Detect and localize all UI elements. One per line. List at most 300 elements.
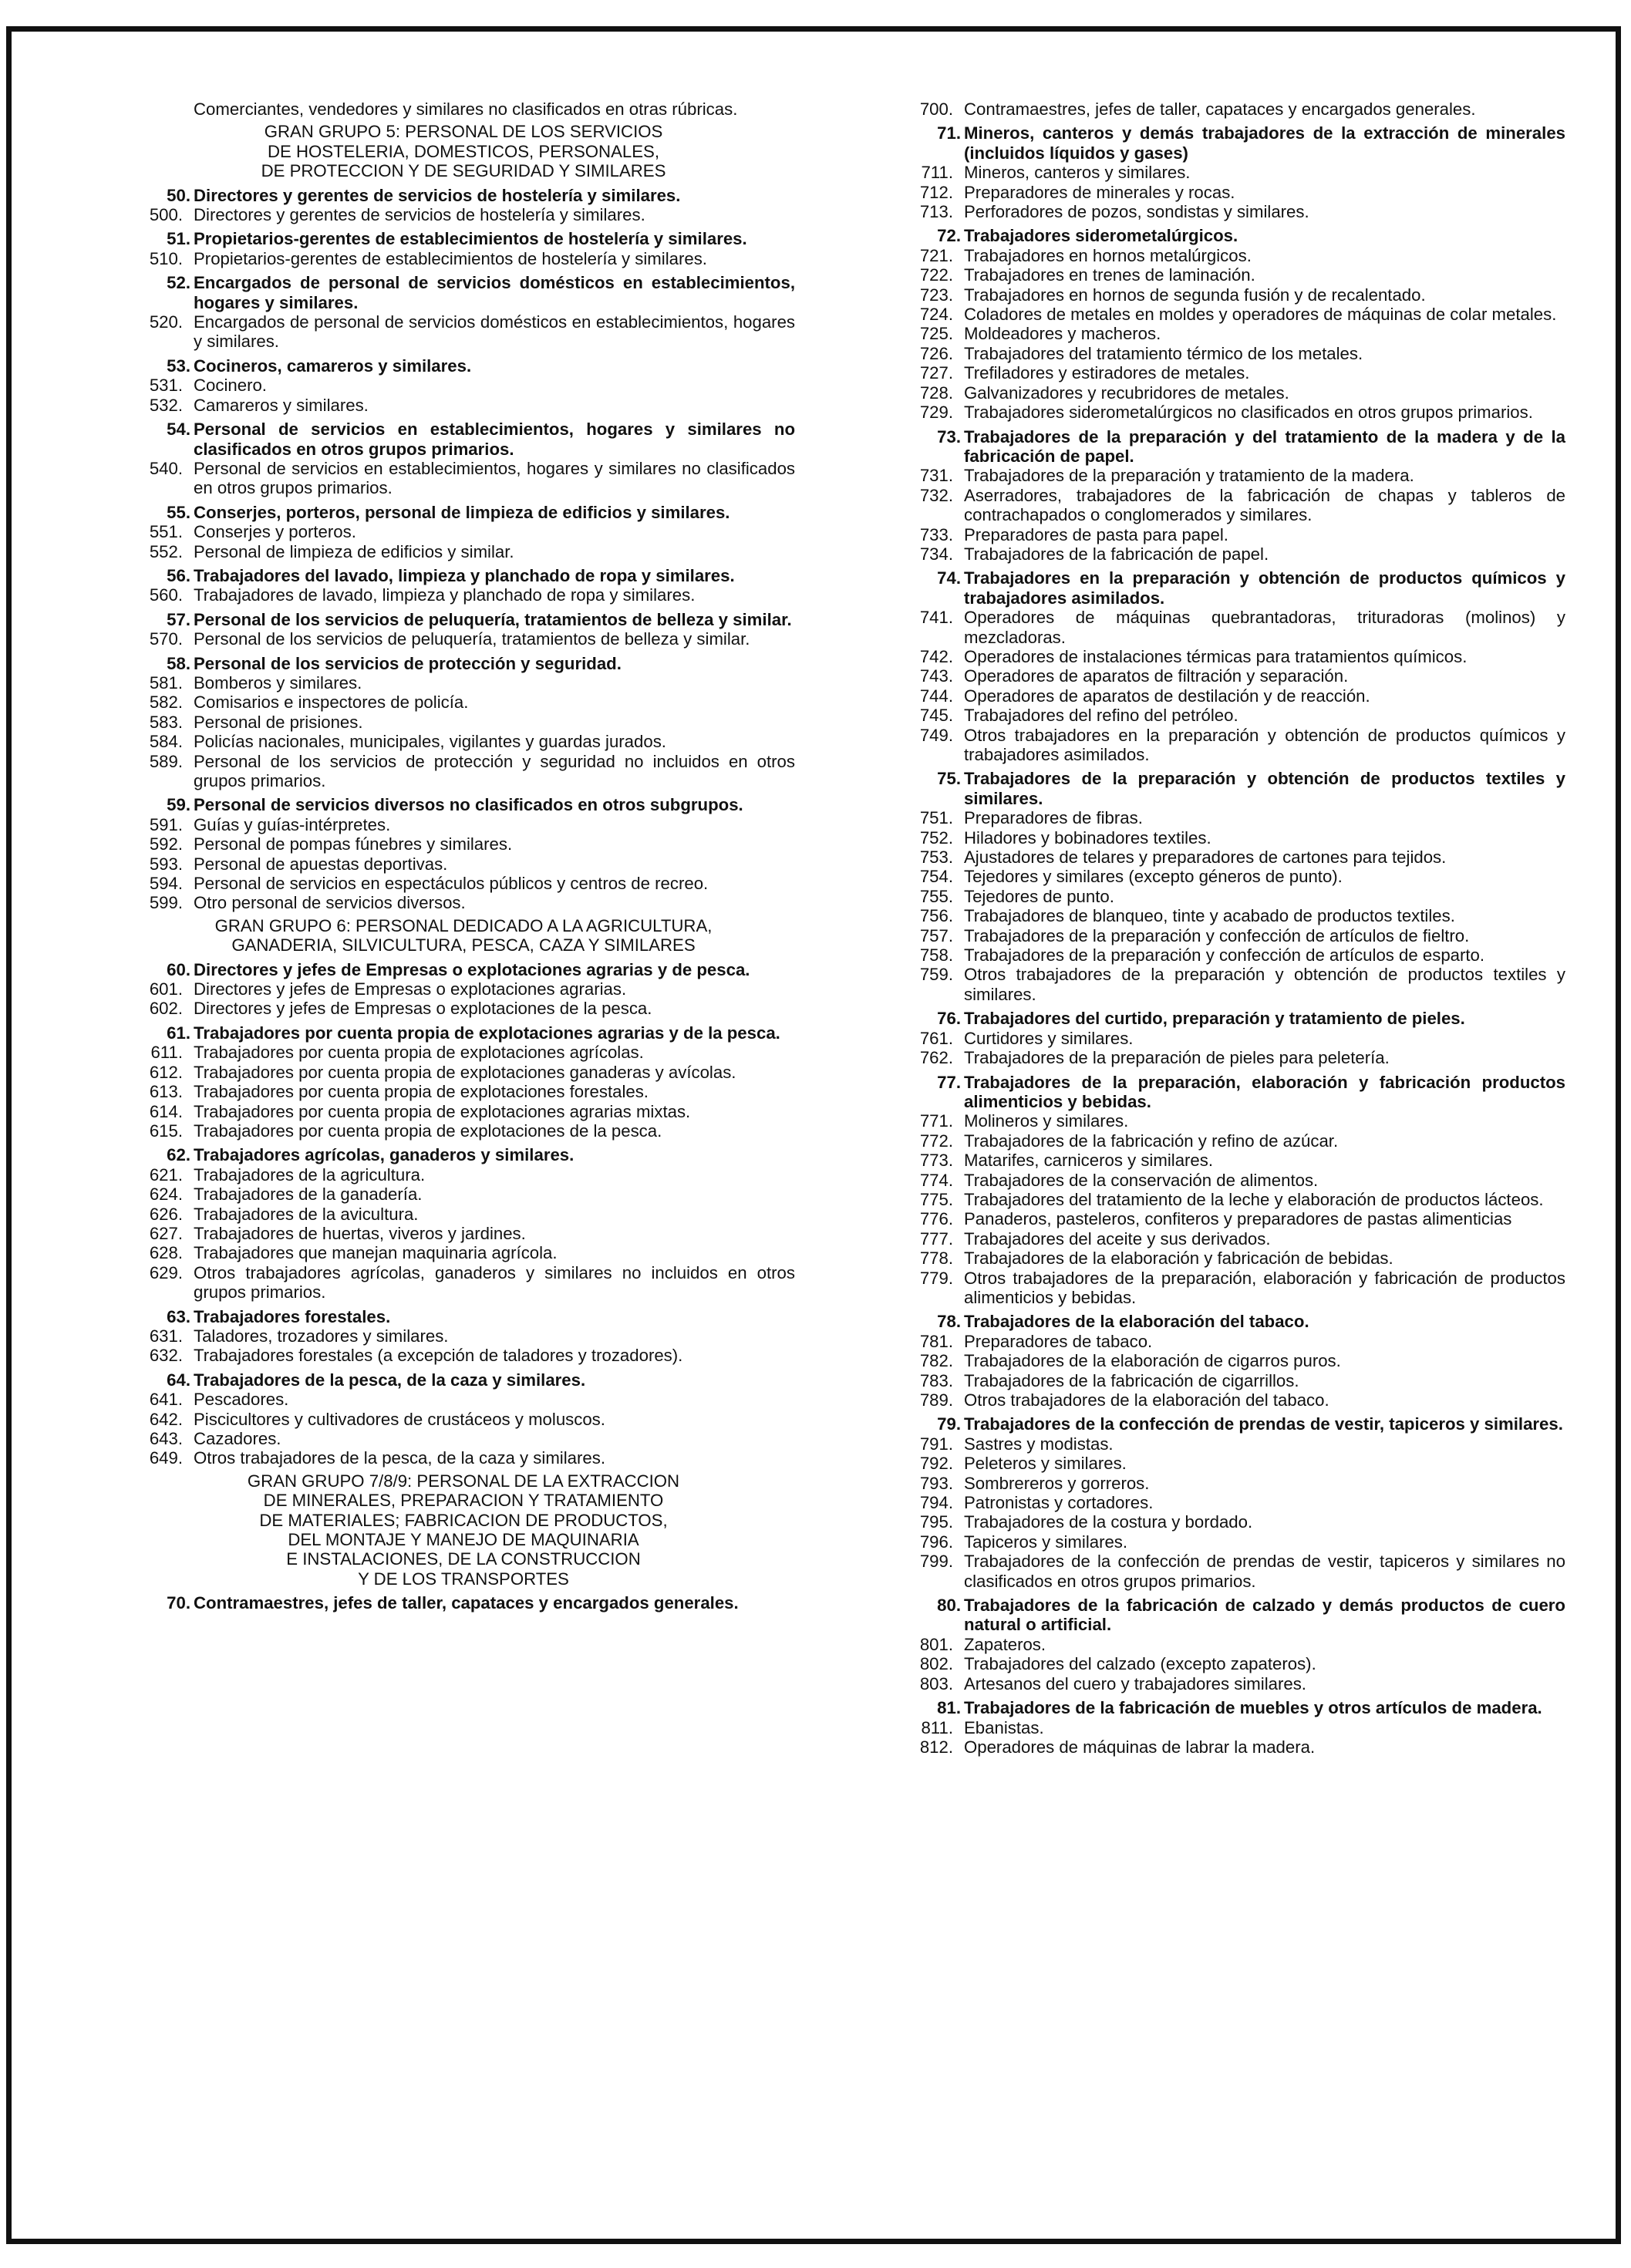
entry-text: Propietarios-gerentes de establecimientos de hostelería y similares.	[194, 248, 707, 268]
classification-entry	[902, 1351, 1565, 1370]
entry-text: Trabajadores de la preparación, elaboración y fabricación productos alimenticios y bebidas.	[964, 1072, 1565, 1111]
entry-text: Matarifes, carniceros y similares.	[964, 1151, 1214, 1171]
classification-entry	[132, 1063, 795, 1082]
classification-entry	[902, 1171, 1565, 1190]
classification-entry	[902, 1131, 1565, 1151]
entry-code: 811.	[921, 1717, 953, 1737]
entry-text: Trabajadores de la preparación y confección de artículos de fieltro.	[964, 925, 1470, 945]
entry-text: Trabajadores en la preparación y obtención de productos químicos y trabajadores asimilados.	[964, 568, 1565, 608]
entry-text: Trabajadores de la fabricación de cigarrillos.	[964, 1370, 1299, 1390]
classification-entry	[902, 666, 1565, 686]
entry-text: Trabajadores que manejan maquinaria agrícola.	[194, 1243, 558, 1263]
classification-entry	[902, 99, 1565, 119]
entry-text: Trabajadores de huertas, viveros y jardines.	[194, 1223, 526, 1243]
entry-code: 614.	[149, 1101, 183, 1121]
classification-entry	[132, 249, 795, 268]
subgroup-heading	[132, 960, 795, 979]
entry-text: Directores y jefes de Empresas o explotaciones agrarias.	[194, 979, 627, 999]
classification-entry	[132, 752, 795, 791]
entry-text: Preparadores de tabaco.	[964, 1331, 1153, 1351]
classification-entry	[132, 815, 795, 834]
entry-code: 582.	[149, 693, 183, 713]
page-border	[6, 26, 1621, 2244]
classification-entry	[132, 893, 795, 912]
entry-code: 592.	[149, 834, 183, 854]
classification-entry	[132, 999, 795, 1018]
classification-entry	[902, 1552, 1565, 1591]
entry-code: 58.	[167, 653, 190, 673]
classification-entry	[902, 726, 1565, 765]
classification-entry	[902, 1434, 1565, 1454]
classification-entry	[132, 205, 795, 224]
classification-entry	[902, 163, 1565, 182]
entry-text: Personal de servicios en espectáculos públicos y centros de recreo.	[194, 874, 709, 894]
entry-code: 560.	[149, 585, 183, 605]
entry-code: 762.	[919, 1048, 953, 1068]
entry-code: 772.	[919, 1131, 953, 1151]
entry-code: 743.	[919, 666, 953, 686]
entry-text: Trabajadores de la fabricación de papel.	[964, 544, 1269, 564]
classification-entry	[902, 1718, 1565, 1737]
entry-text: Trabajadores en hornos metalúrgicos.	[964, 245, 1252, 265]
subgroup-heading	[132, 229, 795, 248]
subgroup-heading	[132, 1307, 795, 1326]
entry-text: Artesanos del cuero y trabajadores similares.	[964, 1673, 1306, 1693]
entry-code: 612.	[149, 1062, 183, 1082]
classification-entry	[902, 906, 1565, 925]
entry-text: Trabajadores del aceite y sus derivados.	[964, 1228, 1271, 1249]
entry-text: Trabajadores del tratamiento de la leche y elaboración de productos lácteos.	[964, 1189, 1544, 1209]
entry-code: 532.	[149, 395, 183, 415]
classification-entry	[902, 383, 1565, 403]
entry-text: Pescadores.	[194, 1390, 289, 1410]
entry-text: Policías nacionales, municipales, vigilantes y guardas jurados.	[194, 732, 666, 752]
entry-code: 755.	[919, 886, 953, 906]
entry-code: 52.	[167, 273, 190, 293]
entry-code: 60.	[167, 959, 190, 979]
classification-entry	[132, 99, 795, 119]
classification-entry	[902, 183, 1565, 202]
classification-entry	[902, 324, 1565, 343]
entry-text: Aserradores, trabajadores de la fabricación de chapas y tableros de contrachapados o conglomerados y similares.	[964, 485, 1565, 525]
entry-code: 801.	[919, 1634, 953, 1654]
classification-entry	[902, 403, 1565, 422]
group-heading-line: GANADERIA, SILVICULTURA, PESCA, CAZA Y SIMILARES	[231, 935, 696, 955]
left-column	[132, 99, 795, 1613]
entry-code: 75.	[937, 769, 961, 789]
entry-code: 599.	[149, 893, 183, 913]
classification-entry	[902, 1229, 1565, 1249]
classification-entry	[132, 376, 795, 395]
classification-entry	[132, 854, 795, 874]
group-heading-line: DE HOSTELERIA, DOMESTICOS, PERSONALES,	[268, 141, 659, 161]
entry-text: Operadores de máquinas de labrar la madera.	[964, 1737, 1316, 1757]
classification-entry	[132, 979, 795, 999]
classification-entry	[132, 459, 795, 498]
entry-text: Bomberos y similares.	[194, 672, 362, 693]
classification-entry	[132, 874, 795, 893]
entry-code: 726.	[919, 343, 953, 363]
classification-entry	[902, 887, 1565, 906]
group-heading	[132, 916, 795, 955]
entry-text: Trabajadores en trenes de laminación.	[964, 265, 1255, 285]
entry-code: 732.	[919, 485, 953, 505]
entry-text: Trabajadores siderometalúrgicos no clasificados en otros grupos primarios.	[964, 403, 1533, 423]
entry-code: 591.	[149, 814, 183, 834]
entry-text: Encargados de personal de servicios domésticos en establecimientos, hogares y similares.	[194, 312, 795, 352]
entry-text: Otros trabajadores de la preparación y obtención de productos textiles y similares.	[964, 965, 1565, 1004]
classification-entry	[902, 1674, 1565, 1693]
entry-code: 775.	[919, 1189, 953, 1209]
entry-code: 782.	[919, 1351, 953, 1371]
entry-text: Operadores de aparatos de filtración y separación.	[964, 666, 1349, 686]
entry-code: 712.	[919, 182, 953, 202]
entry-text: Comisarios e inspectores de policía.	[194, 693, 469, 713]
entry-text: Trabajadores por cuenta propia de explotaciones forestales.	[194, 1082, 649, 1102]
entry-text: Conserjes, porteros, personal de limpieza de edificios y similares.	[194, 502, 730, 522]
entry-text: Trabajadores de la elaboración y fabricación de bebidas.	[964, 1249, 1393, 1269]
classification-entry	[132, 542, 795, 561]
entry-code: 593.	[149, 854, 183, 874]
classification-entry	[132, 834, 795, 854]
entry-text: Trabajadores de lavado, limpieza y planchado de ropa y similares.	[194, 585, 696, 605]
entry-text: Trabajadores de la fabricación y refino de azúcar.	[964, 1131, 1339, 1151]
entry-code: 540.	[149, 458, 183, 478]
entry-text: Camareros y similares.	[194, 395, 369, 415]
entry-code: 793.	[919, 1473, 953, 1493]
entry-text: Trabajadores de la ganadería.	[194, 1185, 423, 1205]
entry-code: 552.	[149, 541, 183, 561]
subgroup-heading	[132, 1370, 795, 1390]
group-heading	[132, 1471, 795, 1589]
entry-text: Trabajadores en hornos de segunda fusión y de recalentado.	[964, 285, 1426, 305]
subgroup-heading	[902, 226, 1565, 245]
entry-text: Trabajadores del calzado (excepto zapateros).	[964, 1654, 1316, 1674]
subgroup-heading	[132, 1593, 795, 1613]
entry-text: Trabajadores de la fabricación de calzado y demás productos de cuero natural o artificial.	[964, 1596, 1565, 1635]
entry-text: Trefiladores y estiradores de metales.	[964, 363, 1250, 383]
classification-entry	[902, 686, 1565, 706]
entry-text: Trabajadores de la preparación y confección de artículos de esparto.	[964, 945, 1485, 966]
entry-code: 615.	[149, 1121, 183, 1141]
entry-code: 629.	[149, 1262, 183, 1282]
entry-text: Trabajadores de la avicultura.	[194, 1204, 419, 1224]
classification-entry	[902, 1474, 1565, 1493]
entry-text: Directores y gerentes de servicios de hostelería y similares.	[194, 205, 645, 225]
classification-entry	[902, 1332, 1565, 1351]
group-heading-line: E INSTALACIONES, DE LA CONSTRUCCION	[286, 1549, 641, 1569]
classification-entry	[132, 693, 795, 712]
entry-text: Trabajadores por cuenta propia de explotaciones agrarias mixtas.	[194, 1101, 691, 1121]
entry-code: 724.	[919, 305, 953, 325]
entry-code: 751.	[919, 808, 953, 828]
entry-code: 72.	[937, 226, 961, 246]
subgroup-heading	[902, 1698, 1565, 1717]
classification-entry	[902, 1269, 1565, 1308]
entry-code: 776.	[919, 1209, 953, 1229]
subgroup-heading	[132, 654, 795, 673]
classification-entry	[902, 1454, 1565, 1473]
subgroup-heading	[132, 1023, 795, 1043]
entry-text: Otros trabajadores agrícolas, ganaderos y similares no incluidos en otros grupos primarios.	[194, 1262, 795, 1302]
classification-entry	[902, 808, 1565, 827]
classification-entry	[902, 926, 1565, 945]
entry-text: Sombrereros y gorreros.	[964, 1473, 1150, 1493]
subgroup-heading	[902, 1312, 1565, 1331]
entry-text: Trabajadores de la preparación de pieles para peletería.	[964, 1048, 1390, 1068]
entry-code: 613.	[149, 1082, 183, 1102]
classification-entry	[902, 1190, 1565, 1209]
entry-code: 627.	[149, 1223, 183, 1243]
entry-code: 799.	[919, 1552, 953, 1572]
entry-text: Trabajadores por cuenta propia de explotaciones agrarias y de la pesca.	[194, 1023, 780, 1043]
entry-text: Cocineros, camareros y similares.	[194, 356, 472, 376]
classification-entry	[902, 848, 1565, 867]
entry-text: Trabajadores de la confección de prendas de vestir, tapiceros y similares.	[964, 1414, 1563, 1434]
subgroup-heading	[902, 1414, 1565, 1434]
entry-code: 757.	[919, 925, 953, 945]
entry-text: Conserjes y porteros.	[194, 522, 356, 542]
entry-text: Trabajadores del tratamiento térmico de los metales.	[964, 343, 1363, 363]
entry-code: 791.	[919, 1434, 953, 1454]
entry-code: 752.	[919, 827, 953, 848]
entry-text: Personal de los servicios de protección y seguridad no incluidos en otros grupos primarios.	[194, 751, 795, 790]
classification-entry	[132, 1102, 795, 1121]
entry-text: Mineros, canteros y demás trabajadores de la extracción de minerales (incluidos líquidos y gases)	[964, 123, 1565, 163]
entry-code: 520.	[149, 312, 183, 332]
subgroup-heading	[132, 610, 795, 629]
classification-entry	[902, 265, 1565, 285]
entry-text: Otros trabajadores de la preparación, elaboración y fabricación de productos alimenticios y bebidas.	[964, 1268, 1565, 1307]
entry-text: Trabajadores de la elaboración de cigarros puros.	[964, 1351, 1341, 1371]
subgroup-heading	[132, 273, 795, 312]
entry-code: 771.	[919, 1111, 953, 1131]
entry-text: Personal de pompas fúnebres y similares.	[194, 834, 513, 854]
classification-entry	[902, 1390, 1565, 1410]
entry-text: Trabajadores siderometalúrgicos.	[964, 226, 1238, 246]
entry-code: 63.	[167, 1306, 190, 1326]
entry-code: 756.	[919, 906, 953, 926]
classification-entry	[132, 732, 795, 751]
entry-code: 79.	[937, 1414, 961, 1434]
classification-entry	[132, 1346, 795, 1365]
classification-entry	[132, 522, 795, 541]
classification-entry	[902, 1493, 1565, 1512]
classification-entry	[902, 1111, 1565, 1131]
entry-text: Otros trabajadores de la elaboración del tabaco.	[964, 1390, 1329, 1410]
entry-code: 632.	[149, 1346, 183, 1366]
entry-code: 583.	[149, 712, 183, 732]
entry-text: Trabajadores de la elaboración del tabaco.	[964, 1312, 1309, 1332]
entry-text: Patronistas y cortadores.	[964, 1493, 1154, 1513]
entry-text: Zapateros.	[964, 1634, 1046, 1654]
subgroup-heading	[132, 420, 795, 459]
entry-code: 531.	[149, 376, 183, 396]
subgroup-heading	[902, 568, 1565, 608]
entry-text: Guías y guías-intérpretes.	[194, 814, 391, 834]
entry-code: 783.	[919, 1370, 953, 1390]
entry-text: Trabajadores de la costura y bordado.	[964, 1512, 1253, 1532]
group-heading-line: GRAN GRUPO 7/8/9: PERSONAL DE LA EXTRACCION	[247, 1471, 680, 1491]
classification-entry	[902, 202, 1565, 221]
subgroup-heading	[132, 503, 795, 522]
entry-text: Tejedores y similares (excepto géneros de punto).	[964, 867, 1343, 887]
entry-text: Otros trabajadores de la pesca, de la caza y similares.	[194, 1448, 605, 1468]
entry-code: 802.	[919, 1654, 953, 1674]
entry-code: 781.	[919, 1331, 953, 1351]
entry-code: 50.	[167, 185, 190, 205]
classification-entry	[132, 1121, 795, 1141]
entry-text: Tapiceros y similares.	[964, 1532, 1128, 1552]
entry-text: Directores y jefes de Empresas o explotaciones de la pesca.	[194, 999, 652, 1019]
entry-code: 62.	[167, 1145, 190, 1165]
entry-text: Piscicultores y cultivadores de crustáceos y moluscos.	[194, 1409, 605, 1429]
entry-code: 61.	[167, 1023, 190, 1043]
entry-text: Otros trabajadores en la preparación y obtención de productos químicos y trabajadores asimilados.	[964, 725, 1565, 764]
classification-entry	[132, 312, 795, 352]
classification-entry	[902, 525, 1565, 544]
entry-code: 78.	[937, 1312, 961, 1332]
group-heading-line: DEL MONTAJE Y MANEJO DE MAQUINARIA	[288, 1530, 639, 1550]
classification-entry	[902, 965, 1565, 1004]
entry-code: 759.	[919, 965, 953, 985]
entry-code: 643.	[149, 1429, 183, 1448]
classification-entry	[902, 466, 1565, 485]
entry-text: Cocinero.	[194, 376, 267, 396]
group-heading-line: GRAN GRUPO 6: PERSONAL DEDICADO A LA AGRICULTURA,	[214, 915, 713, 935]
entry-text: Sastres y modistas.	[964, 1434, 1114, 1454]
entry-code: 611.	[150, 1043, 183, 1063]
classification-entry	[902, 828, 1565, 848]
classification-entry	[902, 1737, 1565, 1757]
entry-text: Galvanizadores y recubridores de metales.	[964, 382, 1289, 403]
entry-text: Trabajadores por cuenta propia de explotaciones agrícolas.	[194, 1043, 644, 1063]
entry-text: Comerciantes, vendedores y similares no clasificados en otras rúbricas.	[194, 99, 738, 119]
entry-text: Mineros, canteros y similares.	[964, 163, 1191, 183]
classification-entry	[902, 1249, 1565, 1268]
entry-text: Peleteros y similares.	[964, 1454, 1127, 1474]
entry-text: Preparadores de pasta para papel.	[964, 524, 1228, 544]
classification-entry	[902, 1048, 1565, 1067]
classification-entry	[902, 1209, 1565, 1228]
entry-code: 812.	[919, 1737, 953, 1757]
entry-text: Directores y gerentes de servicios de hostelería y similares.	[194, 185, 681, 205]
classification-entry	[132, 1326, 795, 1346]
entry-code: 758.	[919, 945, 953, 966]
entry-code: 602.	[149, 999, 183, 1019]
entry-text: Trabajadores de la agricultura.	[194, 1164, 426, 1185]
entry-code: 778.	[919, 1249, 953, 1269]
classification-entry	[132, 673, 795, 693]
classification-entry	[902, 945, 1565, 965]
entry-code: 721.	[919, 245, 953, 265]
entry-text: Tejedores de punto.	[964, 886, 1114, 906]
classification-entry	[902, 285, 1565, 305]
entry-text: Encargados de personal de servicios domésticos en establecimientos, hogares y similares.	[194, 273, 795, 312]
entry-text: Personal de los servicios de peluquería, tratamientos de belleza y similar.	[194, 609, 792, 629]
subgroup-heading	[902, 1073, 1565, 1112]
entry-text: Directores y jefes de Empresas o explotaciones agrarias y de pesca.	[194, 959, 750, 979]
entry-code: 626.	[149, 1204, 183, 1224]
entry-code: 723.	[919, 285, 953, 305]
classification-entry	[902, 486, 1565, 525]
subgroup-heading	[902, 1596, 1565, 1635]
entry-code: 713.	[919, 202, 953, 222]
entry-text: Trabajadores por cuenta propia de explotaciones de la pesca.	[194, 1121, 662, 1141]
entry-code: 570.	[149, 629, 183, 649]
entry-code: 631.	[149, 1326, 183, 1346]
entry-text: Trabajadores de la preparación y del tratamiento de la madera y de la fabricación de papel.	[964, 426, 1565, 466]
entry-code: 551.	[149, 522, 183, 542]
entry-text: Otro personal de servicios diversos.	[194, 893, 466, 913]
entry-code: 71.	[937, 123, 961, 143]
entry-code: 57.	[167, 609, 190, 629]
entry-code: 795.	[919, 1512, 953, 1532]
entry-code: 794.	[919, 1493, 953, 1513]
entry-code: 53.	[167, 356, 190, 376]
entry-text: Panaderos, pasteleros, confiteros y preparadores de pastas alimenticias	[964, 1209, 1512, 1229]
entry-code: 789.	[919, 1390, 953, 1410]
entry-text: Operadores de aparatos de destilación y de reacción.	[964, 686, 1370, 706]
entry-text: Trabajadores del refino del petróleo.	[964, 706, 1238, 726]
entry-code: 81.	[937, 1698, 961, 1718]
entry-code: 728.	[919, 382, 953, 403]
subgroup-heading	[132, 566, 795, 585]
entry-code: 56.	[167, 565, 190, 585]
entry-code: 711.	[921, 163, 953, 183]
classification-entry	[132, 1224, 795, 1243]
entry-text: Trabajadores agrícolas, ganaderos y similares.	[194, 1145, 575, 1165]
entry-code: 761.	[919, 1028, 953, 1048]
classification-entry	[132, 1082, 795, 1101]
entry-code: 734.	[919, 544, 953, 564]
entry-text: Operadores de máquinas quebrantadoras, trituradoras (molinos) y mezcladoras.	[964, 608, 1565, 647]
entry-text: Trabajadores del curtido, preparación y tratamiento de pieles.	[964, 1009, 1465, 1029]
entry-code: 601.	[149, 979, 183, 999]
classification-entry	[902, 1635, 1565, 1654]
classification-entry	[902, 1654, 1565, 1673]
entry-text: Cazadores.	[194, 1429, 281, 1448]
classification-entry	[132, 396, 795, 415]
subgroup-heading	[132, 1145, 795, 1164]
entry-code: 745.	[919, 706, 953, 726]
entry-code: 80.	[937, 1596, 961, 1616]
entry-code: 744.	[919, 686, 953, 706]
subgroup-heading	[132, 356, 795, 376]
classification-entry	[132, 1429, 795, 1448]
entry-code: 641.	[149, 1390, 183, 1410]
entry-code: 741.	[919, 608, 953, 628]
entry-code: 642.	[149, 1409, 183, 1429]
entry-text: Operadores de instalaciones térmicas para tratamientos químicos.	[964, 646, 1468, 666]
entry-code: 55.	[167, 502, 190, 522]
entry-code: 733.	[919, 524, 953, 544]
classification-entry	[902, 344, 1565, 363]
group-heading-line: DE MINERALES, PREPARACION Y TRATAMIENTO	[263, 1491, 664, 1511]
classification-entry	[902, 706, 1565, 725]
classification-entry	[902, 647, 1565, 666]
classification-entry	[902, 1512, 1565, 1532]
subgroup-heading	[902, 123, 1565, 163]
entry-text: Trabajadores de la pesca, de la caza y similares.	[194, 1370, 586, 1390]
entry-code: 581.	[149, 672, 183, 693]
entry-text: Hiladores y bobinadores textiles.	[964, 827, 1211, 848]
subgroup-heading	[132, 186, 795, 205]
entry-code: 64.	[167, 1370, 190, 1390]
group-heading	[132, 122, 795, 180]
classification-entry	[132, 585, 795, 605]
entry-text: Trabajadores del lavado, limpieza y planchado de ropa y similares.	[194, 565, 735, 585]
